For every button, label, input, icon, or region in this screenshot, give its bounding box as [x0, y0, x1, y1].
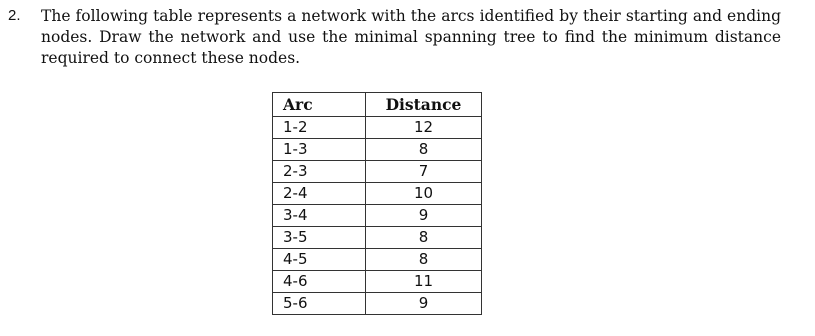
table-row: [273, 249, 482, 271]
arc-cell: 5-6: [273, 293, 366, 315]
question-text: The following table represents a network with the arcs identified by their starting and ending nodes. Draw the network and use the minimal spanning tree to find the minimum distance required to connect these nodes.: [41, 7, 781, 67]
arc-distance-table: [272, 92, 482, 315]
distance-cell: 9: [366, 205, 482, 227]
distance-cell: 9: [366, 293, 482, 315]
arc-cell: 1-3: [273, 139, 366, 161]
distance-cell: 8: [366, 249, 482, 271]
distance-cell: 8: [366, 139, 482, 161]
distance-cell: 12: [366, 117, 482, 139]
arc-cell: 1-2: [273, 117, 366, 139]
distance-cell: 8: [366, 227, 482, 249]
table-row: [273, 227, 482, 249]
table-header-row: [273, 93, 482, 117]
table-row: [273, 117, 482, 139]
table-row: [273, 293, 482, 315]
distance-cell: 10: [366, 183, 482, 205]
distance-cell: 7: [366, 161, 482, 183]
arc-cell: 3-4: [273, 205, 366, 227]
arc-cell: 4-5: [273, 249, 366, 271]
arc-cell: 2-4: [273, 183, 366, 205]
header-arc: Arc: [273, 93, 366, 117]
table-row: [273, 205, 482, 227]
arc-cell: 3-5: [273, 227, 366, 249]
arc-cell: 2-3: [273, 161, 366, 183]
distance-cell: 11: [366, 271, 482, 293]
table-row: [273, 161, 482, 183]
question-number: 2.: [8, 7, 21, 24]
table-row: [273, 183, 482, 205]
table-row: [273, 139, 482, 161]
header-distance: Distance: [366, 93, 482, 117]
arc-cell: 4-6: [273, 271, 366, 293]
table-row: [273, 271, 482, 293]
